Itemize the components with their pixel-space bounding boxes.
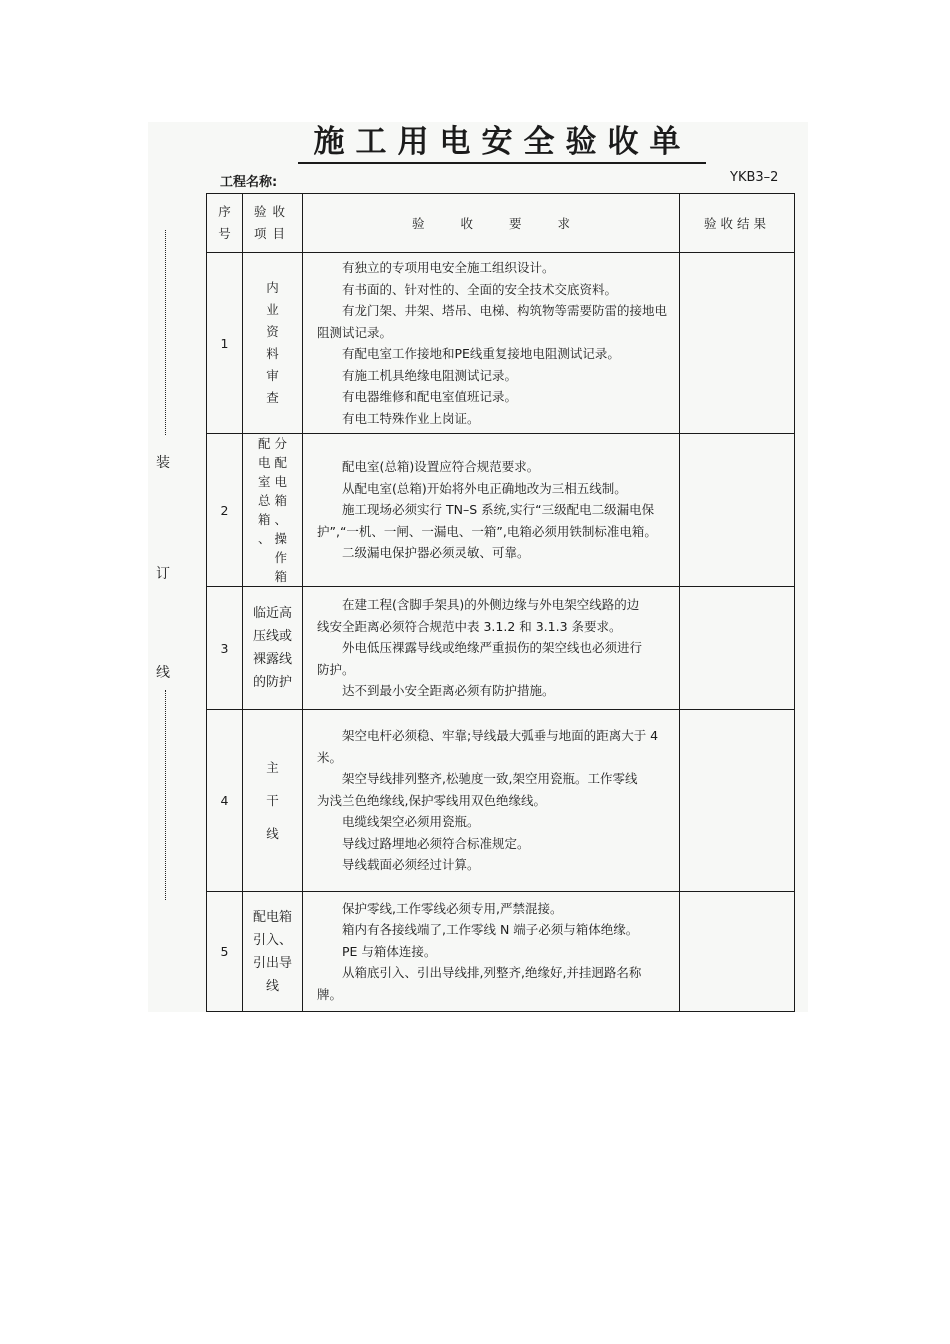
header-req-1: 验 xyxy=(411,216,425,231)
item-char: 配 xyxy=(274,455,288,470)
header-item-1: 验收 xyxy=(253,204,291,219)
requirement-line: 达不到最小安全距离必须有防护措施。 xyxy=(342,683,555,699)
requirement-line: 有施工机具绝缘电阻测试记录。 xyxy=(342,367,518,383)
row-requirements xyxy=(303,587,680,710)
binding-char-zhuang: 装 xyxy=(156,455,170,471)
row-number: 3 xyxy=(207,587,243,710)
table-row xyxy=(207,710,795,892)
requirement-line: 架空电杆必须稳、牢靠;导线最大弧垂与地面的距离大于 4 xyxy=(342,728,659,744)
item-line: 线 xyxy=(265,978,279,994)
title-underline xyxy=(298,162,706,164)
header-req-4: 求 xyxy=(557,216,571,231)
requirement-line: 导线载面必须经过计算。 xyxy=(342,857,480,873)
requirement-line: 有配电室工作接地和PE线重复接地电阻测试记录。 xyxy=(342,346,620,361)
header-item-2: 项目 xyxy=(253,226,291,241)
item-char: 查 xyxy=(266,390,279,405)
item-line: 配电箱 xyxy=(252,909,292,925)
requirement-line: 有龙门架、井架、塔吊、电梯、构筑物等需要防雷的接地电 xyxy=(342,303,668,318)
item-char: 室 xyxy=(257,474,271,489)
requirement-line: 有书面的、针对性的、全面的安全技术交底资料。 xyxy=(342,281,618,297)
requirement-line: 二级漏电保护器必须灵敏、可靠。 xyxy=(342,545,530,561)
row-number: 2 xyxy=(207,434,243,587)
item-char: 、 xyxy=(274,512,288,527)
requirement-line: 导线过路埋地必须符合标准规定。 xyxy=(342,835,530,851)
item-line: 临近高 xyxy=(252,606,292,621)
requirement-line: 施工现场必须实行 TN–S 系统,实行“三级配电二级漏电保 xyxy=(342,502,655,518)
row-result-cell[interactable] xyxy=(680,253,795,434)
requirement-line: PE 与箱体连接。 xyxy=(342,943,437,959)
item-char: 线 xyxy=(266,826,279,841)
requirement-line: 有电器维修和配电室值班记录。 xyxy=(342,389,518,404)
row-result-cell[interactable] xyxy=(680,892,795,1012)
item-line: 的防护 xyxy=(252,675,292,690)
requirement-line: 有独立的专项用电安全施工组织设计。 xyxy=(342,260,555,275)
row-result-cell[interactable] xyxy=(680,587,795,710)
row-item xyxy=(243,892,303,1012)
item-char: 分 xyxy=(274,436,288,451)
item-char: 干 xyxy=(266,793,279,808)
item-char: 箱 xyxy=(274,493,288,508)
row-requirements xyxy=(303,710,680,892)
row-result-cell[interactable] xyxy=(680,710,795,892)
item-char: 电 xyxy=(257,455,271,470)
item-char: 箱 xyxy=(257,512,271,527)
table-row xyxy=(207,892,795,1012)
requirement-line: 有电工特殊作业上岗证。 xyxy=(342,410,480,426)
inspection-table xyxy=(206,193,795,1012)
binding-line-top xyxy=(165,230,166,435)
item-char: 、 xyxy=(257,531,271,546)
table-header-row xyxy=(207,194,795,253)
requirement-line: 护”,“一机、一闸、一漏电、一箱”,电箱必须用铁制标准电箱。 xyxy=(317,523,657,539)
requirement-line: 从箱底引入、引出导线排,列整齐,绝缘好,并挂迥路名称 xyxy=(342,965,642,981)
requirement-line: 为浅兰色绝缘线,保护零线用双色绝缘线。 xyxy=(317,792,546,808)
header-serial-1: 序 xyxy=(218,204,231,219)
table-row xyxy=(207,434,795,587)
row-result-cell[interactable] xyxy=(680,434,795,587)
row-item xyxy=(243,710,303,892)
form-code: YKB3–2 xyxy=(730,170,779,185)
requirement-line: 箱内有各接线端了,工作零线 N 端子必须与箱体绝缘。 xyxy=(342,922,639,938)
requirement-line: 外电低压裸露导线或绝缘严重损伤的架空线也必须进行 xyxy=(342,640,643,656)
requirement-line: 保护零线,工作零线必须专用,严禁混接。 xyxy=(342,900,563,916)
binding-line-bottom xyxy=(165,690,166,900)
item-char: 配 xyxy=(257,436,271,451)
header-serial xyxy=(207,194,243,253)
row-requirements xyxy=(303,434,680,587)
table-row xyxy=(207,253,795,434)
row-item xyxy=(243,253,303,434)
item-line: 压线或 xyxy=(252,629,292,644)
requirement-line: 阻测试记录。 xyxy=(317,324,393,340)
item-char: 电 xyxy=(274,474,288,489)
item-char: 料 xyxy=(266,346,279,361)
row-number: 4 xyxy=(207,710,243,892)
row-number: 1 xyxy=(207,253,243,434)
header-requirement xyxy=(303,194,680,253)
row-number: 5 xyxy=(207,892,243,1012)
binding-char-ding: 订 xyxy=(156,566,170,582)
requirement-line: 电缆线架空必须用瓷瓶。 xyxy=(342,814,480,830)
binding-char-xian: 线 xyxy=(156,665,170,681)
requirement-line: 防护。 xyxy=(317,661,355,677)
item-line: 引入、 xyxy=(252,932,292,948)
item-line: 引出导 xyxy=(252,955,292,971)
requirement-line: 牌。 xyxy=(317,986,343,1002)
row-requirements xyxy=(303,253,680,434)
table-row xyxy=(207,587,795,710)
requirement-line: 米。 xyxy=(317,749,343,765)
item-char: 操 xyxy=(274,531,288,546)
item-char: 业 xyxy=(266,302,279,317)
item-char: 内 xyxy=(266,280,279,295)
header-item xyxy=(243,194,303,253)
form-title: 施工用电安全验收单 xyxy=(313,124,692,160)
requirement-line: 线安全距离必须符合规范中表 3.1.2 和 3.1.3 条要求。 xyxy=(317,618,622,634)
project-name-label: 工程名称: xyxy=(220,175,278,190)
item-char: 资 xyxy=(266,324,279,339)
item-line: 裸露线 xyxy=(252,652,292,667)
requirement-line: 在建工程(含脚手架具)的外侧边缘与外电架空线路的边 xyxy=(342,597,640,613)
row-item xyxy=(243,434,303,587)
requirement-line: 配电室(总箱)设置应符合规范要求。 xyxy=(342,459,540,475)
item-char: 主 xyxy=(266,760,279,775)
item-char: 总 xyxy=(257,493,271,508)
header-req-3: 要 xyxy=(509,216,522,231)
row-item xyxy=(243,587,303,710)
row-requirements xyxy=(303,892,680,1012)
requirement-line: 架空导线排列整齐,松驰度一致,架空用瓷瓶。工作零线 xyxy=(342,771,638,787)
item-char: 箱 xyxy=(274,569,288,584)
requirement-line: 从配电室(总箱)开始将外电正确地改为三相五线制。 xyxy=(342,480,627,496)
item-char: 作 xyxy=(274,550,288,565)
header-serial-2: 号 xyxy=(218,226,231,241)
header-req-2: 收 xyxy=(460,216,473,231)
item-char: 审 xyxy=(266,368,279,383)
header-result: 验收结果 xyxy=(680,194,795,253)
